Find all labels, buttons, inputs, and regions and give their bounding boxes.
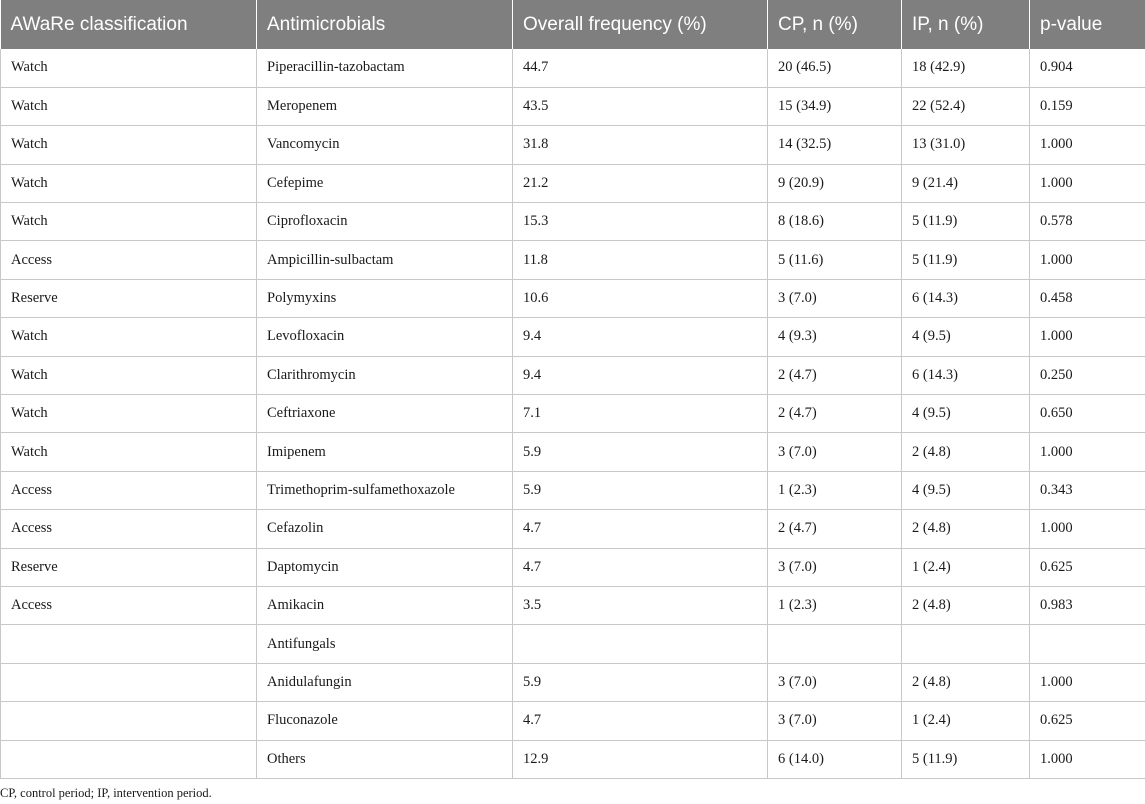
aware-class-cell: Watch bbox=[1, 356, 257, 394]
aware-class-cell: Access bbox=[1, 241, 257, 279]
p-value-cell: 0.578 bbox=[1030, 203, 1145, 241]
ip-cell: 18 (42.9) bbox=[902, 49, 1030, 87]
ip-cell: 13 (31.0) bbox=[902, 126, 1030, 164]
cp-cell: 6 (14.0) bbox=[768, 740, 902, 778]
antimicrobial-cell: Ampicillin-sulbactam bbox=[257, 241, 513, 279]
aware-class-cell: Access bbox=[1, 586, 257, 624]
ip-cell: 4 (9.5) bbox=[902, 471, 1030, 509]
p-value-cell: 1.000 bbox=[1030, 510, 1145, 548]
header-cp: CP, n (%) bbox=[768, 0, 902, 49]
table-row bbox=[1, 49, 1145, 87]
ip-cell: 9 (21.4) bbox=[902, 164, 1030, 202]
cp-cell: 3 (7.0) bbox=[768, 663, 902, 701]
header-p-value: p-value bbox=[1030, 0, 1145, 49]
table-row bbox=[1, 702, 1145, 740]
aware-class-cell: Reserve bbox=[1, 279, 257, 317]
ip-cell: 2 (4.8) bbox=[902, 663, 1030, 701]
ip-cell: 2 (4.8) bbox=[902, 586, 1030, 624]
overall-frequency-cell: 4.7 bbox=[513, 548, 768, 586]
p-value-cell: 1.000 bbox=[1030, 740, 1145, 778]
header-overall-frequency: Overall frequency (%) bbox=[513, 0, 768, 49]
cp-cell: 14 (32.5) bbox=[768, 126, 902, 164]
table-row bbox=[1, 471, 1145, 509]
overall-frequency-cell: 4.7 bbox=[513, 510, 768, 548]
aware-class-cell: Watch bbox=[1, 164, 257, 202]
p-value-cell: 0.650 bbox=[1030, 395, 1145, 433]
aware-class-cell: Watch bbox=[1, 203, 257, 241]
antimicrobial-cell: Levofloxacin bbox=[257, 318, 513, 356]
p-value-cell: 1.000 bbox=[1030, 126, 1145, 164]
cp-cell: 3 (7.0) bbox=[768, 548, 902, 586]
ip-cell: 4 (9.5) bbox=[902, 395, 1030, 433]
antimicrobial-cell: Clarithromycin bbox=[257, 356, 513, 394]
p-value-cell: 0.625 bbox=[1030, 702, 1145, 740]
table-row bbox=[1, 433, 1145, 471]
cp-cell: 4 (9.3) bbox=[768, 318, 902, 356]
ip-cell: 6 (14.3) bbox=[902, 356, 1030, 394]
ip-cell: 5 (11.9) bbox=[902, 241, 1030, 279]
table-row bbox=[1, 395, 1145, 433]
aware-class-cell: Watch bbox=[1, 318, 257, 356]
ip-cell: 5 (11.9) bbox=[902, 203, 1030, 241]
overall-frequency-cell: 31.8 bbox=[513, 126, 768, 164]
cp-cell: 2 (4.7) bbox=[768, 395, 902, 433]
p-value-cell: 0.159 bbox=[1030, 87, 1145, 125]
cp-cell: 20 (46.5) bbox=[768, 49, 902, 87]
aware-class-cell: Watch bbox=[1, 49, 257, 87]
aware-class-cell: Watch bbox=[1, 433, 257, 471]
antimicrobial-cell: Meropenem bbox=[257, 87, 513, 125]
ip-cell: 4 (9.5) bbox=[902, 318, 1030, 356]
antimicrobial-cell: Cefepime bbox=[257, 164, 513, 202]
overall-frequency-cell: 15.3 bbox=[513, 203, 768, 241]
cp-cell: 1 (2.3) bbox=[768, 471, 902, 509]
aware-class-cell: Access bbox=[1, 510, 257, 548]
overall-frequency-cell: 9.4 bbox=[513, 356, 768, 394]
table-body bbox=[1, 49, 1145, 778]
ip-cell: 2 (4.8) bbox=[902, 510, 1030, 548]
table-row bbox=[1, 241, 1145, 279]
antimicrobial-cell: Vancomycin bbox=[257, 126, 513, 164]
antimicrobial-cell: Polymyxins bbox=[257, 279, 513, 317]
cp-cell: 3 (7.0) bbox=[768, 702, 902, 740]
p-value-cell bbox=[1030, 625, 1145, 663]
overall-frequency-cell: 11.8 bbox=[513, 241, 768, 279]
antimicrobial-cell: Imipenem bbox=[257, 433, 513, 471]
antimicrobial-cell: Daptomycin bbox=[257, 548, 513, 586]
header-ip: IP, n (%) bbox=[902, 0, 1030, 49]
table-row bbox=[1, 625, 1145, 663]
p-value-cell: 1.000 bbox=[1030, 164, 1145, 202]
overall-frequency-cell: 44.7 bbox=[513, 49, 768, 87]
overall-frequency-cell: 43.5 bbox=[513, 87, 768, 125]
p-value-cell: 1.000 bbox=[1030, 241, 1145, 279]
table-header bbox=[1, 0, 1145, 49]
p-value-cell: 0.250 bbox=[1030, 356, 1145, 394]
antimicrobial-cell: Antifungals bbox=[257, 625, 513, 663]
cp-cell: 9 (20.9) bbox=[768, 164, 902, 202]
p-value-cell: 0.458 bbox=[1030, 279, 1145, 317]
cp-cell: 3 (7.0) bbox=[768, 279, 902, 317]
overall-frequency-cell: 5.9 bbox=[513, 471, 768, 509]
ip-cell: 6 (14.3) bbox=[902, 279, 1030, 317]
table-row bbox=[1, 279, 1145, 317]
ip-cell bbox=[902, 625, 1030, 663]
aware-class-cell: Access bbox=[1, 471, 257, 509]
antimicrobial-cell: Piperacillin-tazobactam bbox=[257, 49, 513, 87]
table-row bbox=[1, 510, 1145, 548]
aware-class-cell bbox=[1, 663, 257, 701]
cp-cell: 1 (2.3) bbox=[768, 586, 902, 624]
table-row bbox=[1, 318, 1145, 356]
overall-frequency-cell: 9.4 bbox=[513, 318, 768, 356]
overall-frequency-cell: 7.1 bbox=[513, 395, 768, 433]
ip-cell: 1 (2.4) bbox=[902, 702, 1030, 740]
header-aware-classification: AWaRe classification bbox=[1, 0, 257, 49]
table-row bbox=[1, 548, 1145, 586]
aware-class-cell bbox=[1, 740, 257, 778]
table-row bbox=[1, 356, 1145, 394]
p-value-cell: 0.343 bbox=[1030, 471, 1145, 509]
p-value-cell: 0.904 bbox=[1030, 49, 1145, 87]
p-value-cell: 0.983 bbox=[1030, 586, 1145, 624]
cp-cell: 8 (18.6) bbox=[768, 203, 902, 241]
cp-cell: 2 (4.7) bbox=[768, 356, 902, 394]
overall-frequency-cell: 12.9 bbox=[513, 740, 768, 778]
p-value-cell: 1.000 bbox=[1030, 663, 1145, 701]
header-row bbox=[1, 0, 1145, 49]
p-value-cell: 1.000 bbox=[1030, 433, 1145, 471]
overall-frequency-cell: 3.5 bbox=[513, 586, 768, 624]
antimicrobial-cell: Cefazolin bbox=[257, 510, 513, 548]
overall-frequency-cell: 5.9 bbox=[513, 433, 768, 471]
overall-frequency-cell: 10.6 bbox=[513, 279, 768, 317]
cp-cell: 3 (7.0) bbox=[768, 433, 902, 471]
overall-frequency-cell bbox=[513, 625, 768, 663]
antimicrobial-cell: Ciprofloxacin bbox=[257, 203, 513, 241]
table-row bbox=[1, 203, 1145, 241]
table-row bbox=[1, 126, 1145, 164]
aware-class-cell: Watch bbox=[1, 126, 257, 164]
overall-frequency-cell: 5.9 bbox=[513, 663, 768, 701]
antimicrobial-cell: Fluconazole bbox=[257, 702, 513, 740]
cp-cell bbox=[768, 625, 902, 663]
table-row bbox=[1, 87, 1145, 125]
ip-cell: 2 (4.8) bbox=[902, 433, 1030, 471]
antimicrobial-cell: Anidulafungin bbox=[257, 663, 513, 701]
overall-frequency-cell: 4.7 bbox=[513, 702, 768, 740]
cp-cell: 2 (4.7) bbox=[768, 510, 902, 548]
aware-class-cell bbox=[1, 625, 257, 663]
ip-cell: 1 (2.4) bbox=[902, 548, 1030, 586]
ip-cell: 22 (52.4) bbox=[902, 87, 1030, 125]
aware-class-cell: Reserve bbox=[1, 548, 257, 586]
aware-class-cell bbox=[1, 702, 257, 740]
p-value-cell: 0.625 bbox=[1030, 548, 1145, 586]
table-footnote: CP, control period; IP, intervention period. bbox=[0, 786, 212, 800]
cp-cell: 15 (34.9) bbox=[768, 87, 902, 125]
table-row bbox=[1, 740, 1145, 778]
p-value-cell: 1.000 bbox=[1030, 318, 1145, 356]
aware-class-cell: Watch bbox=[1, 395, 257, 433]
antimicrobial-cell: Amikacin bbox=[257, 586, 513, 624]
antimicrobial-cell: Others bbox=[257, 740, 513, 778]
overall-frequency-cell: 21.2 bbox=[513, 164, 768, 202]
antimicrobial-cell: Trimethoprim-sulfamethoxazole bbox=[257, 471, 513, 509]
table-row bbox=[1, 164, 1145, 202]
table-row bbox=[1, 663, 1145, 701]
cp-cell: 5 (11.6) bbox=[768, 241, 902, 279]
ip-cell: 5 (11.9) bbox=[902, 740, 1030, 778]
table-row bbox=[1, 586, 1145, 624]
antimicrobial-cell: Ceftriaxone bbox=[257, 395, 513, 433]
aware-class-cell: Watch bbox=[1, 87, 257, 125]
header-antimicrobials: Antimicrobials bbox=[257, 0, 513, 49]
